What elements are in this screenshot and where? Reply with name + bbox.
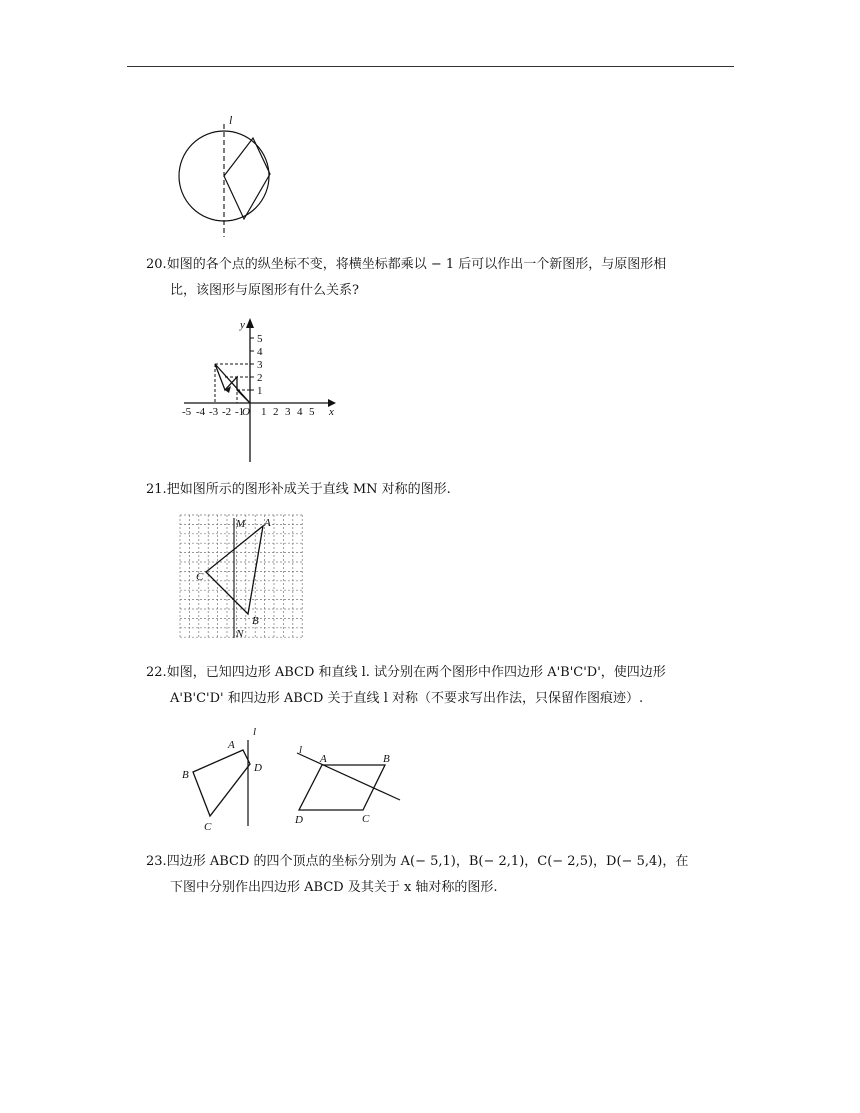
label-d: D (254, 762, 262, 774)
question-text-line1: 如图，已知四边形 ABCD 和直线 l. 试分别在两个图形中作四边形 A'B'C'D'，使四边形 (166, 665, 666, 680)
x-tick-label: 1 (261, 406, 267, 418)
x-tick-label: 3 (285, 406, 291, 418)
y-tick-label: 1 (257, 385, 263, 397)
origin-label: O (242, 406, 250, 418)
question-21 (146, 477, 736, 503)
question-text-line2: A'B'C'D' 和四边形 ABCD 关于直线 l 对称（不要求写出作法，只保留作图痕迹）. (170, 691, 644, 706)
label-b: B (182, 769, 189, 781)
x-tick-label: -1 (235, 406, 245, 418)
header-rule (127, 66, 734, 67)
label-b: B (383, 753, 390, 765)
question-text-line1: 如图的各个点的纵坐标不变，将横坐标都乘以 − 1 后可以作出一个新图形，与原图形相 (166, 257, 667, 272)
y-tick-label: 4 (257, 346, 263, 358)
label-a: A (264, 517, 271, 529)
question-number: 22. (146, 665, 167, 680)
y-tick-label: 3 (257, 359, 263, 371)
question-23 (146, 849, 736, 901)
x-tick-label: -4 (196, 406, 206, 418)
y-axis-arrow (246, 318, 254, 328)
label-l: l (299, 744, 303, 756)
label-a: A (320, 753, 327, 765)
question-20 (146, 252, 736, 304)
line-l-label: l (229, 113, 233, 127)
question-text-line1: 四边形 ABCD 的四个顶点的坐标分别为 A(− 5,1)，B(− 2,1)，C(− 2,5)，D(− 5,4)，在 (166, 854, 689, 869)
label-m: M (236, 518, 246, 530)
x-tick-label: 2 (273, 406, 279, 418)
x-tick-label: -2 (222, 406, 232, 418)
circle-figure (170, 112, 280, 240)
inscribed-shape (224, 138, 270, 219)
quadrilateral-abcd (193, 750, 250, 816)
x-axis-label: x (329, 406, 334, 418)
x-tick-label: 5 (309, 406, 315, 418)
label-n: N (236, 628, 244, 640)
grid-figure (179, 514, 307, 644)
x-tick-label: -5 (182, 406, 192, 418)
question-text-line1: 把如图所示的图形补成关于直线 MN 对称的图形. (166, 482, 451, 497)
label-c: C (196, 571, 204, 583)
question-text-line2: 下图中分别作出四边形 ABCD 及其关于 x 轴对称的图形. (170, 880, 498, 895)
question-number: 20. (146, 257, 167, 272)
label-l: l (253, 726, 257, 738)
coordinate-figure (180, 316, 340, 466)
question-number: 23. (146, 854, 167, 869)
y-tick-label: 2 (257, 372, 263, 384)
label-d: D (295, 814, 303, 826)
question-22 (146, 660, 736, 712)
original-shape (215, 364, 250, 403)
label-b: B (252, 615, 259, 627)
label-c: C (204, 821, 212, 833)
quad-figure-1 (178, 724, 278, 836)
y-axis-label: y (240, 319, 245, 331)
label-c: C (362, 813, 370, 825)
question-text-line2: 比，该图形与原图形有什么关系? (170, 283, 359, 298)
y-tick-label: 5 (257, 333, 263, 345)
label-a: A (228, 739, 235, 751)
x-tick-label: -3 (209, 406, 219, 418)
quad-figure-2 (290, 740, 408, 830)
x-tick-label: 4 (297, 406, 303, 418)
question-number: 21. (146, 482, 167, 497)
